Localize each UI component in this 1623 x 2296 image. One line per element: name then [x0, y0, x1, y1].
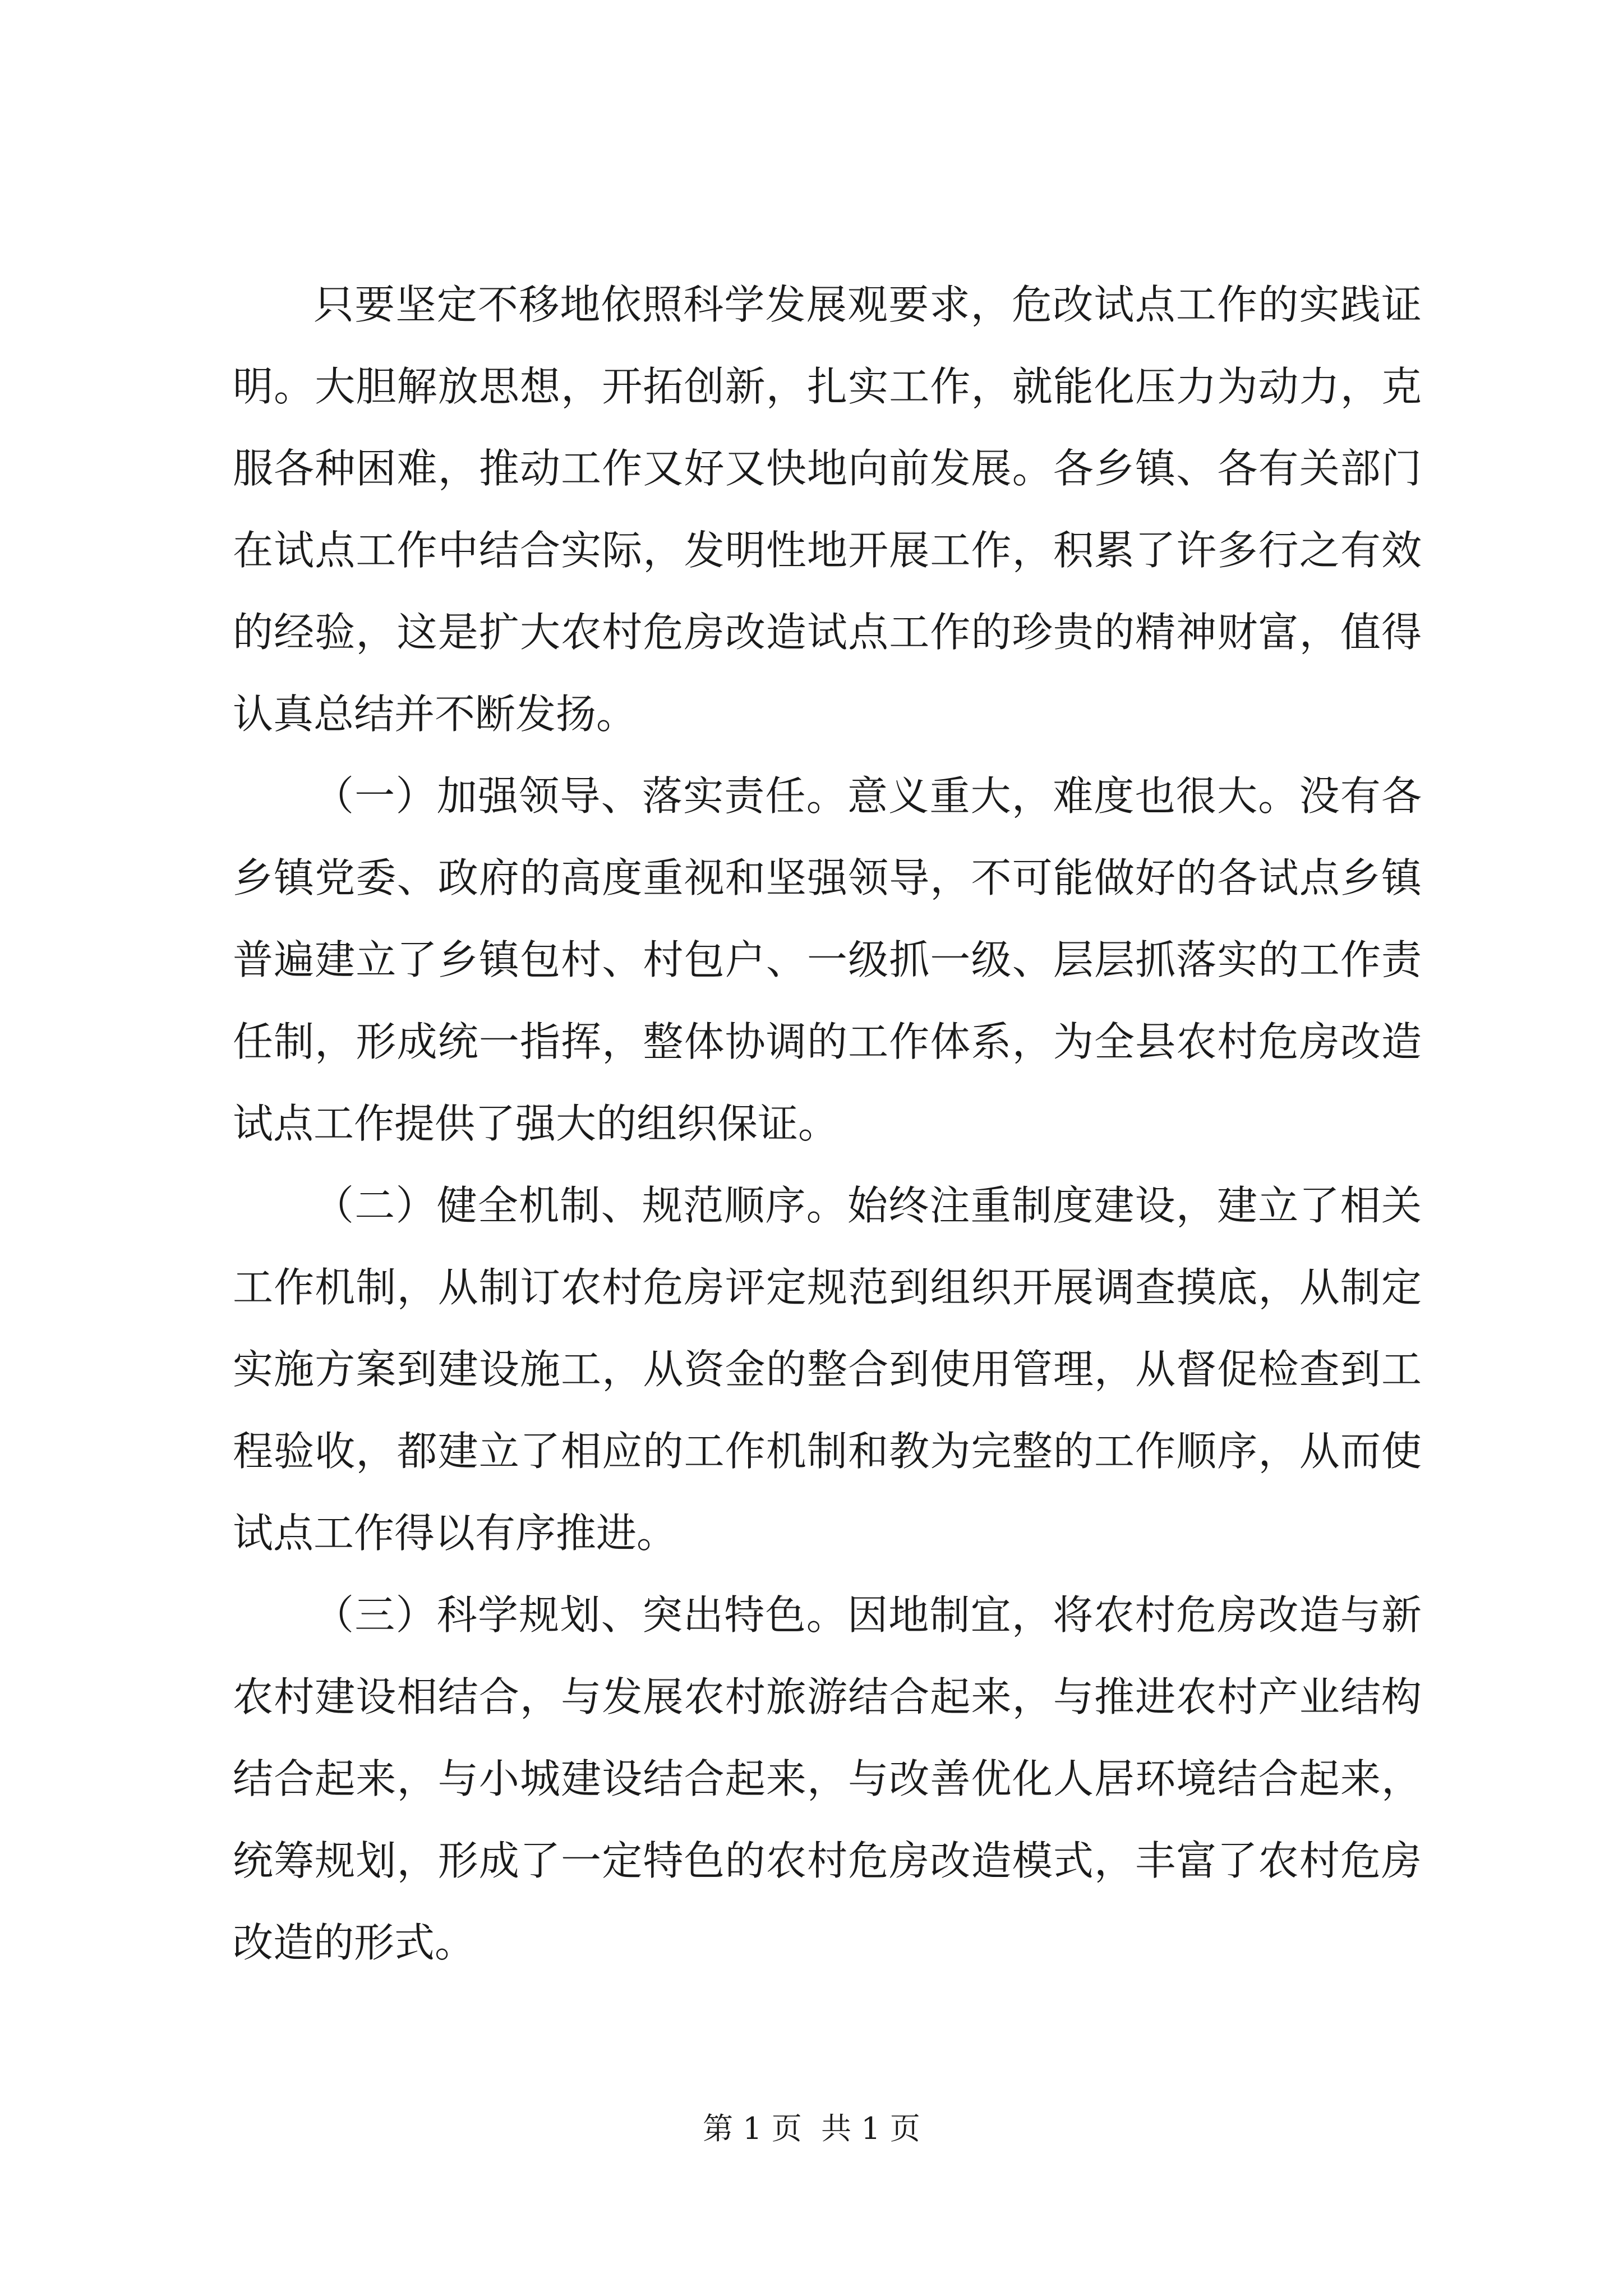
paragraph-intro: 只要坚定不移地依照科学发展观要求，危改试点工作的实践证明。大胆解放思想，开拓创新，扎实工作，就能化压力为动力，克服各种困难，推动工作又好又快地向前发展。各乡镇、各有关部门在试点工作中结合实际，发明性地开展工作，积累了许多行之有效的经验，这是扩大农村危房改造试点工作的珍贵的精神财富，值得认真总结并不断发扬。	[233, 281, 1422, 738]
paragraph-section-3: （三）科学规划、突出特色。因地制宜，将农村危房改造与新农村建设相结合，与发展农村旅游结合起来，与推进农村产业结构结合起来，与小城建设结合起来，与改善优化人居环境结合起来，统筹规划，形成了一定特色的农村危房改造模式，丰富了农村危房改造的形式。	[233, 1591, 1422, 1966]
page-number-label: 第 1 页 共 1 页	[703, 2111, 920, 2146]
page-footer	[0, 2109, 1623, 2148]
document-body	[233, 264, 1422, 1984]
paragraph-section-1: （一）加强领导、落实责任。意义重大，难度也很大。没有各乡镇党委、政府的高度重视和坚强领导，不可能做好的各试点乡镇普遍建立了乡镇包村、村包户、一级抓一级、层层抓落实的工作责任制，形成统一指挥，整体协调的工作体系，为全县农村危房改造试点工作提供了强大的组织保证。	[233, 772, 1422, 1147]
paragraph-section-2: （二）健全机制、规范顺序。始终注重制度建设，建立了相关工作机制，从制订农村危房评定规范到组织开展调查摸底，从制定实施方案到建设施工，从资金的整合到使用管理，从督促检查到工程验收，都建立了相应的工作机制和教为完整的工作顺序，从而使试点工作得以有序推进。	[233, 1182, 1422, 1557]
